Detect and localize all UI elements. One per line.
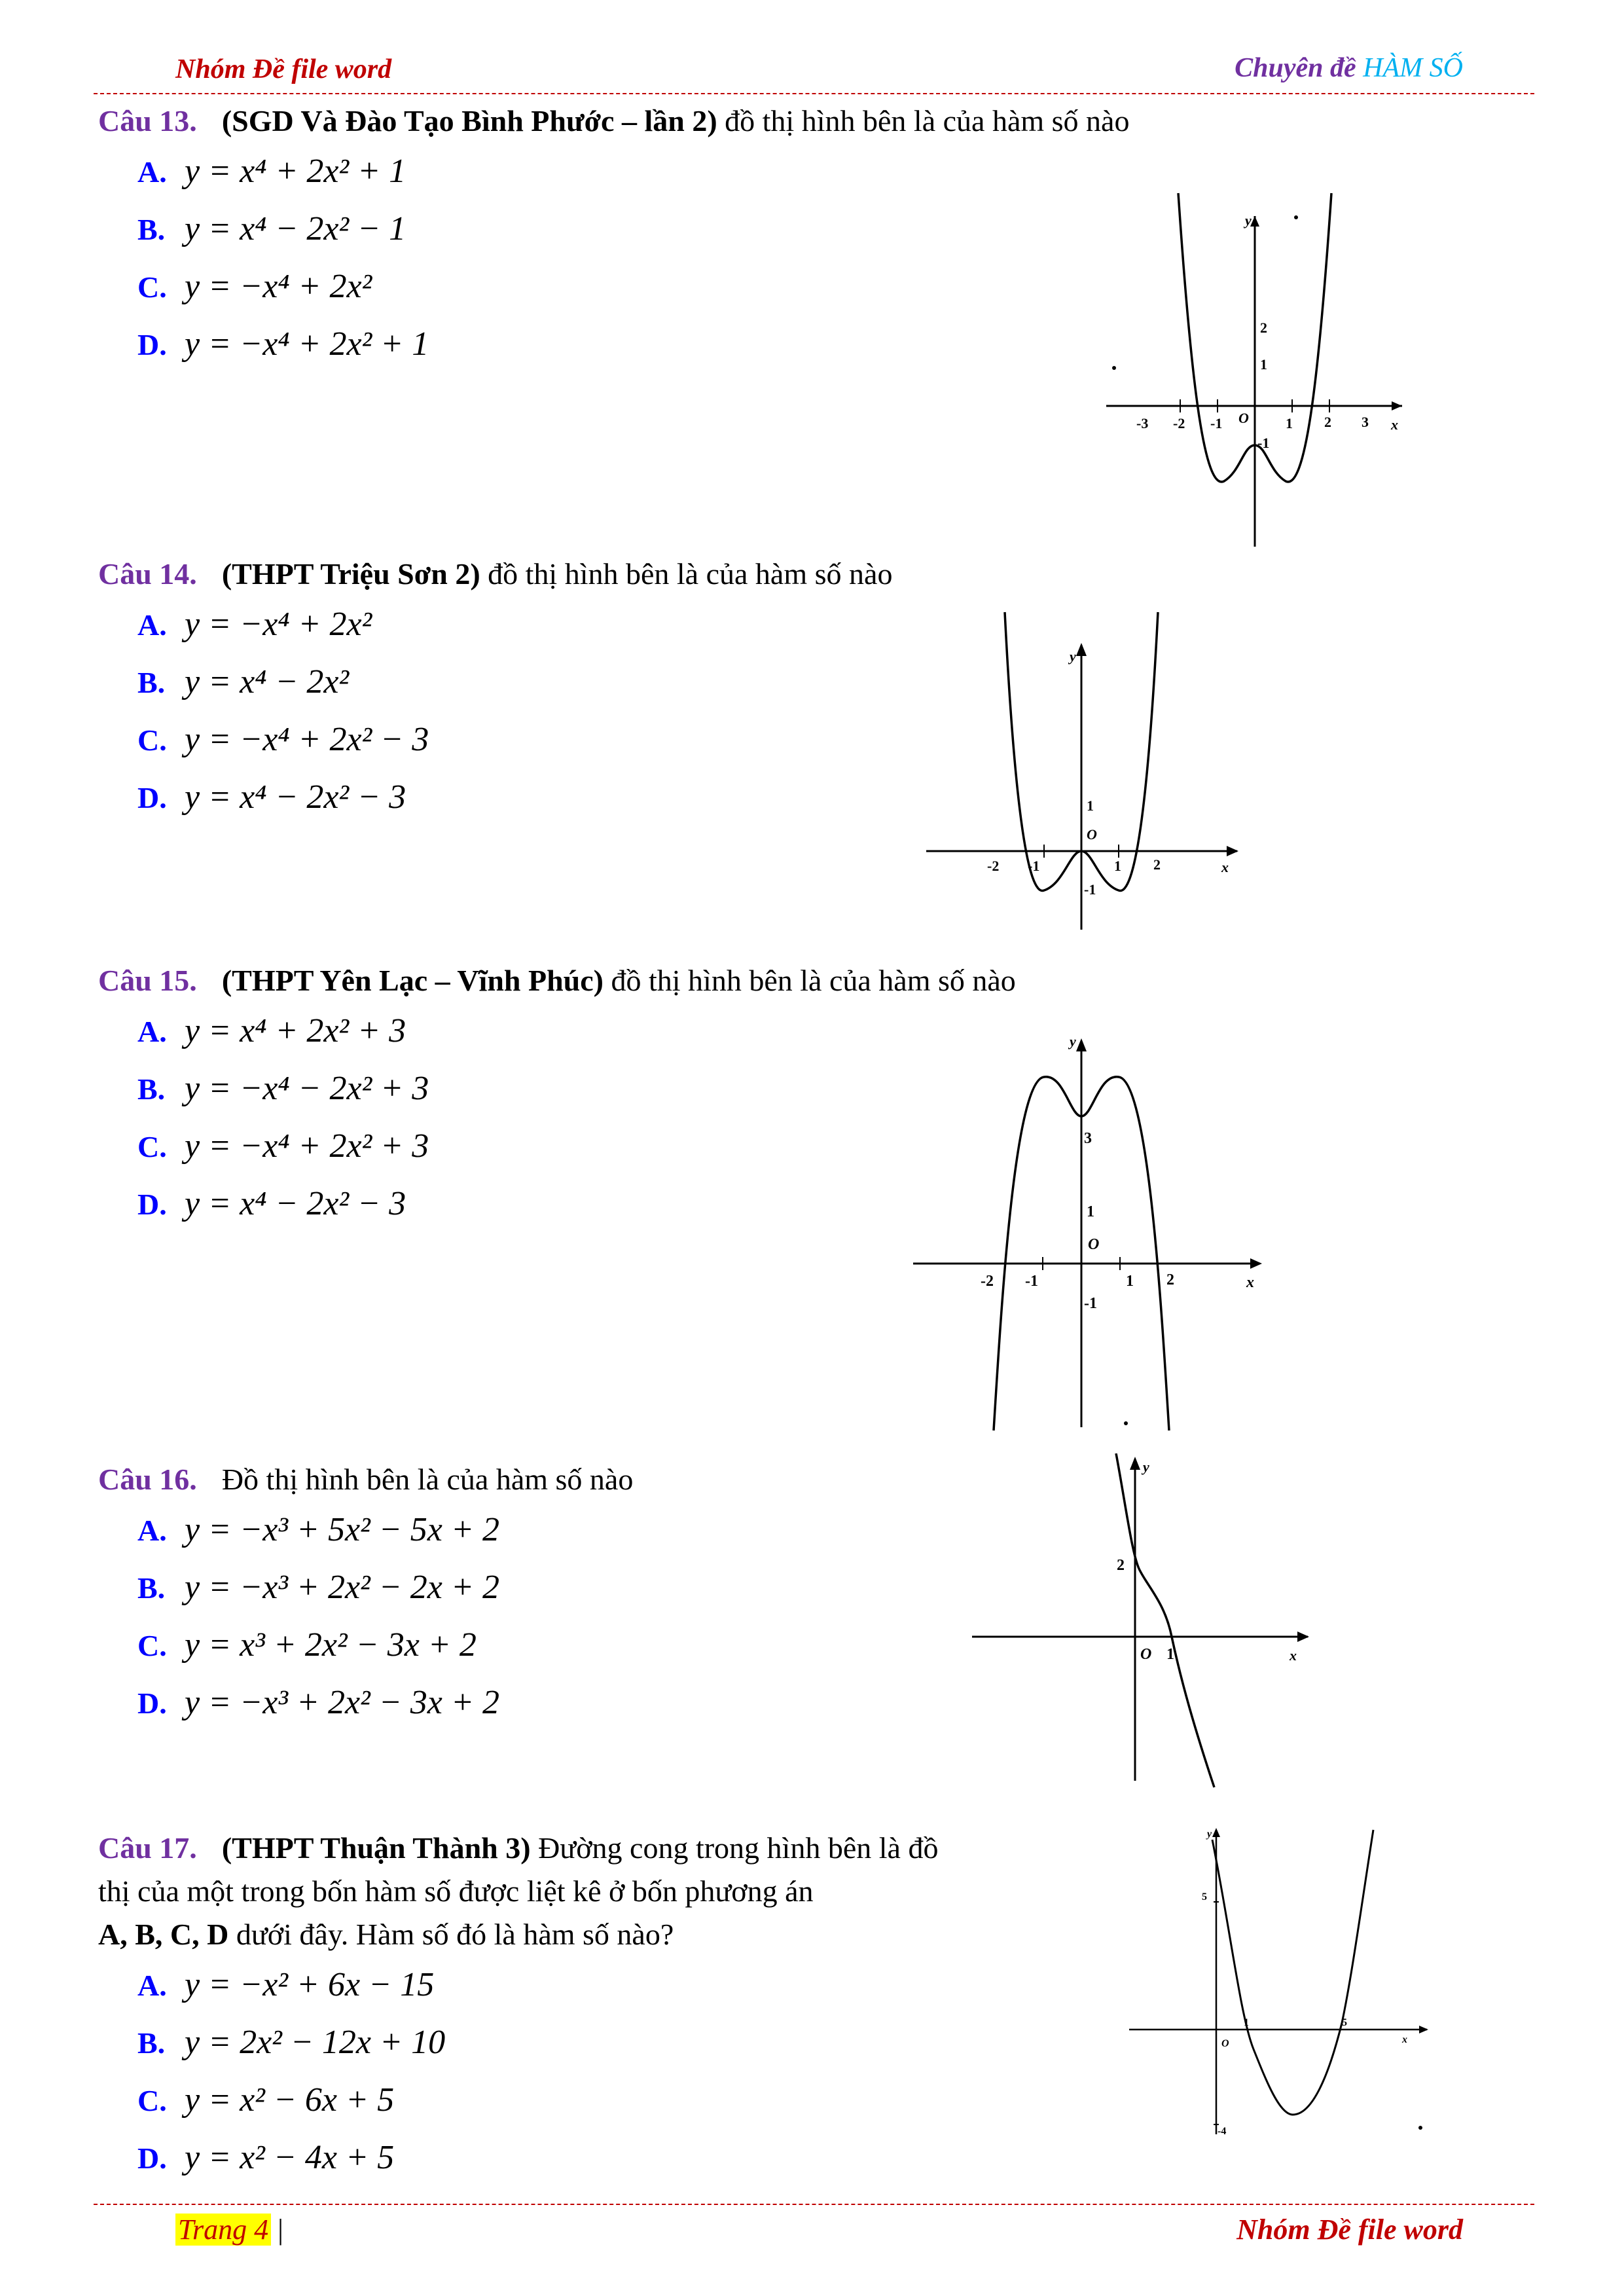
x-tick-label: -1: [1028, 858, 1040, 874]
option-expression: y = x⁴ + 2x² + 1: [185, 153, 406, 190]
option-label: B.: [137, 2026, 166, 2060]
x-axis-label: x: [1391, 416, 1398, 433]
y-axis-label: y: [1070, 648, 1076, 665]
option-expression: y = x⁴ − 2x² − 3: [185, 1185, 406, 1222]
question-17: [98, 1827, 1132, 2187]
option-label: A.: [137, 1969, 167, 2002]
option-label: A.: [137, 155, 167, 189]
option-a: [98, 1956, 1132, 2014]
x-tick-label: -2: [987, 858, 1000, 874]
y-tick-label: 3: [1084, 1130, 1092, 1147]
x-tick-label: 5: [1342, 2017, 1347, 2028]
question-text-end: dưới đây. Hàm số đó là hàm số nào?: [228, 1918, 674, 1951]
question-number: Câu 15.: [98, 964, 197, 997]
option-expression: y = x² − 4x + 5: [185, 2139, 395, 2176]
option-expression: y = x⁴ − 2x² − 1: [185, 210, 406, 247]
option-label: C.: [137, 723, 167, 757]
option-expression: y = x⁴ + 2x² + 3: [185, 1012, 406, 1049]
option-expression: y = −x⁴ − 2x² + 3: [185, 1070, 429, 1107]
x-axis-label: x: [1246, 1274, 1254, 1291]
question-text: đồ thị hình bên là của hàm số nào: [717, 104, 1130, 137]
question-text: Đồ thị hình bên là của hàm số nào: [221, 1463, 634, 1496]
page-number: 4: [254, 2214, 269, 2246]
option-expression: y = −x⁴ + 2x²: [185, 268, 372, 305]
question-13-head: [98, 100, 1342, 143]
option-label: A.: [137, 1514, 167, 1547]
y-tick-label: 1: [1260, 356, 1267, 373]
x-tick-label: -3: [1136, 415, 1149, 431]
question-15-graph: [910, 1028, 1276, 1434]
option-expression: y = −x² + 6x − 15: [185, 1966, 435, 2003]
question-number: Câu 14.: [98, 557, 197, 591]
option-label: C.: [137, 1130, 167, 1163]
option-expression: y = −x³ + 5x² − 5x + 2: [185, 1511, 499, 1548]
y-tick-label: -1: [1084, 1295, 1097, 1312]
question-15-head: [98, 959, 1342, 1002]
page-prefix: Trang: [178, 2214, 255, 2246]
option-d: [98, 2129, 1132, 2187]
header-rule: [94, 93, 1534, 94]
option-label: A.: [137, 1015, 167, 1048]
x-tick-label: 2: [1153, 856, 1161, 873]
question-text: đồ thị hình bên là của hàm số nào: [604, 964, 1016, 997]
option-label: D.: [137, 2141, 167, 2175]
y-axis-label: y: [1245, 212, 1252, 228]
x-tick-label: 2: [1166, 1271, 1174, 1288]
question-text: đồ thị hình bên là của hàm số nào: [480, 557, 893, 591]
option-expression: y = x³ + 2x² − 3x + 2: [185, 1626, 477, 1664]
option-label: D.: [137, 328, 167, 361]
x-tick-label: -2: [981, 1273, 994, 1290]
y-tick-label: -1: [1084, 881, 1096, 898]
question-source: (SGD Và Đào Tạo Bình Phước – lần 2): [221, 104, 717, 137]
header-topic-prefix: Chuyên đề: [1235, 53, 1363, 83]
header-topic-accent: HÀM SỐ: [1363, 53, 1463, 83]
y-tick-label: 5: [1202, 1891, 1207, 1903]
footer-group-name: Nhóm Đề file word: [1236, 2214, 1463, 2246]
option-expression: y = 2x² − 12x + 10: [185, 2024, 446, 2061]
x-tick-label: 1: [1126, 1273, 1134, 1290]
question-13-graph: [1100, 190, 1407, 556]
option-b: [98, 2014, 1132, 2071]
question-number: Câu 13.: [98, 104, 197, 137]
x-tick-label: 3: [1362, 414, 1369, 430]
option-label: A.: [137, 608, 167, 642]
header-topic: [1235, 52, 1463, 84]
question-17-line3: [98, 1913, 1132, 1956]
question-14-graph: [923, 609, 1250, 962]
option-label: B.: [137, 1072, 166, 1106]
option-expression: y = −x⁴ + 2x²: [185, 606, 372, 643]
option-expression: y = −x³ + 2x² − 3x + 2: [185, 1684, 499, 1721]
option-label: C.: [137, 2084, 167, 2117]
origin-label: O: [1238, 410, 1249, 426]
option-label: D.: [137, 781, 167, 814]
origin-label: O: [1221, 2038, 1229, 2049]
question-16-graph: [969, 1453, 1316, 1794]
option-label: C.: [137, 1629, 167, 1662]
option-expression: y = −x⁴ + 2x² + 3: [185, 1127, 429, 1165]
x-tick-label: 2: [1324, 414, 1331, 430]
y-tick-label: 1: [1087, 797, 1094, 814]
footer-rule: [94, 2204, 1534, 2205]
option-label: C.: [137, 270, 167, 304]
question-number: Câu 16.: [98, 1463, 197, 1496]
header-group-name: Nhóm Đề file word: [175, 54, 392, 84]
graph-curve: [1212, 1830, 1373, 2115]
page-number-highlight: [175, 2214, 271, 2246]
y-tick-label: 1: [1087, 1203, 1094, 1220]
question-text: Đường cong trong hình bên là đồ: [530, 1831, 939, 1865]
option-c: [98, 2071, 1132, 2129]
origin-label: O: [1088, 1236, 1100, 1253]
y-axis-label: y: [1070, 1033, 1076, 1049]
option-expression: y = x² − 6x + 5: [185, 2081, 395, 2119]
question-source: (THPT Yên Lạc – Vĩnh Phúc): [221, 964, 604, 997]
y-tick-label: -4: [1218, 2126, 1227, 2137]
question-source: (THPT Triệu Sơn 2): [221, 557, 480, 591]
question-options-list: A, B, C, D: [98, 1918, 229, 1951]
option-expression: y = x⁴ − 2x²: [185, 663, 350, 701]
x-tick-label: 1: [1286, 415, 1293, 431]
option-label: B.: [137, 666, 166, 699]
x-axis-label: x: [1290, 1647, 1297, 1664]
option-label: B.: [137, 1571, 166, 1605]
y-axis-label: y: [1207, 1829, 1212, 1840]
y-tick-label: 2: [1117, 1557, 1125, 1574]
x-tick-label: -2: [1173, 415, 1185, 431]
x-tick-label: 1: [1244, 2017, 1249, 2028]
question-source: (THPT Thuận Thành 3): [221, 1831, 531, 1865]
option-label: D.: [137, 1686, 167, 1720]
option-label: D.: [137, 1188, 167, 1221]
x-tick-label: 1: [1166, 1646, 1174, 1663]
option-expression: y = −x⁴ + 2x² − 3: [185, 721, 429, 758]
x-tick-label: -1: [1210, 415, 1223, 431]
option-label: B.: [137, 213, 166, 246]
question-17-line2: thị của một trong bốn hàm số được liệt kê ở bốn phương án: [98, 1874, 814, 1908]
x-tick-label: -1: [1025, 1273, 1038, 1290]
question-17-head: [98, 1827, 1132, 1870]
option-expression: y = x⁴ − 2x² − 3: [185, 778, 406, 816]
x-tick-label: 1: [1114, 858, 1121, 874]
origin-label: O: [1087, 826, 1097, 843]
option-expression: y = −x³ + 2x² − 2x + 2: [185, 1569, 499, 1606]
option-expression: y = −x⁴ + 2x² + 1: [185, 325, 429, 363]
footer-page: [175, 2213, 283, 2246]
y-tick-label: -1: [1257, 435, 1270, 451]
x-axis-label: x: [1402, 2034, 1407, 2045]
y-tick-label: 2: [1260, 319, 1267, 336]
y-axis-label: y: [1143, 1459, 1149, 1475]
origin-label: O: [1140, 1646, 1152, 1663]
question-17-graph: [1126, 1827, 1434, 2154]
question-number: Câu 17.: [98, 1831, 197, 1865]
x-axis-label: x: [1221, 859, 1229, 875]
question-14-head: [98, 553, 1342, 596]
graph-curve: [1116, 1453, 1214, 1787]
footer-separator: |: [278, 2214, 283, 2246]
